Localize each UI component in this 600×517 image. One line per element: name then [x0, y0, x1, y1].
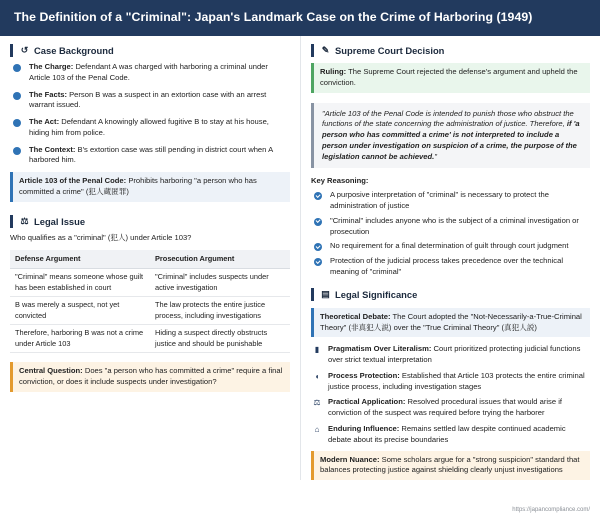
list-item: [311, 344, 590, 366]
case-background-heading: [10, 44, 290, 57]
landmark-icon: ⌂: [314, 424, 320, 434]
shield-icon: ◖: [314, 371, 320, 381]
quote-close: ": [434, 151, 437, 161]
modern-nuance-callout: [311, 451, 590, 481]
right-column: [300, 36, 592, 480]
list-item: [311, 256, 590, 278]
item-text: Defendant A was charged with harboring a criminal under Article 103 of the Penal Code.: [29, 62, 268, 82]
book-icon: ▮: [314, 345, 320, 355]
list-item: [311, 241, 590, 252]
item-text: Remains settled law despite continued academic debate about its precise boundaries: [328, 423, 566, 444]
column-header: Prosecution Argument: [150, 250, 290, 269]
item-text: Established that Article 103 protects the entire criminal justice process, including investigation stages: [328, 370, 585, 391]
scale-icon: ⚖: [20, 215, 29, 226]
ruling-label: Ruling:: [320, 67, 347, 76]
item-label: Enduring Influence:: [328, 423, 400, 433]
theory-text: The Court adopted the "Not-Necessarily-a-True-Criminal Theory" (非真犯人説) over the "True Criminal Theory" (真犯人説): [320, 311, 582, 332]
legal-issue-heading: [10, 215, 290, 228]
list-item: [10, 145, 290, 167]
key-reasoning-title: Key Reasoning:: [311, 176, 369, 186]
page-title: The Definition of a "Criminal": Japan's Landmark Case on the Crime of Harboring (1949): [14, 10, 533, 25]
history-icon: ↺: [20, 45, 29, 56]
quote-emphasis: if 'a person who has committed a crime' is not interpreted to include a person under investigation on suspicion of a crime, the purpose of the legislation cannot be achieved.: [322, 119, 580, 161]
article-text: Prohibits harboring "a person who has committed a crime" (犯人蔵匿罪): [19, 176, 257, 197]
reasoning-text: "Criminal" includes anyone who is the subject of a criminal investigation or prosecution: [330, 215, 579, 236]
theory-label: Theoretical Debate:: [320, 311, 391, 321]
central-question-text: Does "a person who has committed a crime" require a final conviction, or does it include suspects under investigation?: [19, 366, 283, 386]
legal-issue-question: Who qualifies as a "criminal" (犯人) under Article 103?: [10, 232, 192, 242]
significance-heading: [311, 288, 590, 301]
scroll-icon: ▤: [321, 288, 330, 299]
check-circle-icon: [314, 192, 322, 200]
decision-title: Supreme Court Decision: [335, 44, 445, 56]
modern-label: Modern Nuance:: [320, 454, 380, 464]
list-item: [311, 397, 590, 419]
article-103-callout: [10, 172, 290, 202]
item-text: Resolved procedural issues that would arise if conviction of the suspect was required before trying the harborer: [328, 397, 562, 418]
court-quote: [311, 103, 590, 169]
ruling-text: The Supreme Court rejected the defense's argument and upheld the conviction.: [320, 67, 578, 87]
table-cell: Therefore, harboring B was not a crime under Article 103: [10, 325, 150, 353]
list-item: [311, 424, 590, 446]
table-row: [10, 269, 290, 297]
item-label: The Facts:: [29, 89, 67, 99]
case-background-title: Case Background: [34, 44, 114, 56]
item-label: Pragmatism Over Literalism:: [328, 344, 432, 354]
table-row: [10, 325, 290, 353]
list-item: [311, 371, 590, 393]
decision-heading: [311, 44, 590, 57]
bullet-dot-icon: [13, 147, 21, 155]
list-item: [10, 117, 290, 139]
bullet-dot-icon: [13, 119, 21, 127]
item-label: Process Protection:: [328, 370, 400, 380]
ruling-callout: [311, 63, 590, 93]
key-reasoning-list: [311, 190, 590, 277]
bullet-dot-icon: [13, 92, 21, 100]
table-header-row: [10, 250, 290, 269]
table-cell: B was merely a suspect, not yet convicted: [10, 297, 150, 325]
content-columns: [0, 36, 600, 480]
significance-list: [311, 344, 590, 445]
item-label: The Charge:: [29, 62, 74, 71]
bullet-dot-icon: [13, 64, 21, 72]
item-label: The Act:: [29, 117, 60, 127]
list-item: [311, 216, 590, 238]
check-circle-icon: [314, 243, 322, 251]
left-column: [8, 36, 300, 480]
footer-url: https://japancompliance.com/: [512, 507, 590, 514]
arguments-table: [10, 250, 290, 354]
check-circle-icon: [314, 258, 322, 266]
balance-icon: ⚖: [313, 398, 321, 408]
table-row: [10, 297, 290, 325]
table-cell: The law protects the entire justice process, including investigations: [150, 297, 290, 325]
table-cell: "Criminal" means someone whose guilt has been established in court: [10, 269, 150, 297]
central-question-callout: [10, 362, 290, 392]
item-text: Defendant A knowingly allowed fugitive B to stay at his house, hiding him from police.: [29, 117, 269, 137]
page-header: [0, 0, 600, 36]
modern-text: Some scholars argue for a "strong suspicion" standard that balances protecting justice against shielding clearly unjust investigations: [320, 454, 580, 475]
item-label: Practical Application:: [328, 397, 406, 407]
significance-title: Legal Significance: [335, 288, 418, 300]
case-background-list: [10, 62, 290, 166]
central-question-label: Central Question:: [19, 366, 83, 376]
list-item: [311, 190, 590, 212]
reasoning-text: A purposive interpretation of "criminal" is necessary to protect the administration of justice: [330, 190, 549, 211]
gavel-icon: ✎: [321, 45, 330, 56]
theoretical-debate-callout: [311, 308, 590, 338]
table-cell: "Criminal" includes suspects under active investigation: [150, 269, 290, 297]
legal-issue-title: Legal Issue: [34, 215, 86, 227]
item-text: B's extortion case was still pending in district court when A harbored him.: [29, 144, 273, 165]
reasoning-text: No requirement for a final determination of guilt through court judgment: [330, 241, 569, 251]
item-text: Court prioritized protecting judicial functions over strict textual interpretation: [328, 344, 581, 365]
list-item: [10, 62, 290, 84]
reasoning-text: Protection of the judicial process takes precedence over the technical meaning of "criminal": [330, 256, 564, 276]
table-cell: Hiding a suspect directly obstructs justice and should be punishable: [150, 325, 290, 353]
article-label: Article 103 of the Penal Code:: [19, 176, 127, 186]
item-label: The Context:: [29, 144, 76, 154]
list-item: [10, 90, 290, 112]
item-text: Person B was a suspect in an extortion case with an arrest warrant issued.: [29, 89, 267, 110]
check-circle-icon: [314, 218, 322, 226]
quote-text: "Article 103 of the Penal Code is intended to punish those who obstruct the functions of the state concerning the administration of justice. Therefore,: [322, 108, 574, 129]
column-header: Defense Argument: [10, 250, 150, 269]
